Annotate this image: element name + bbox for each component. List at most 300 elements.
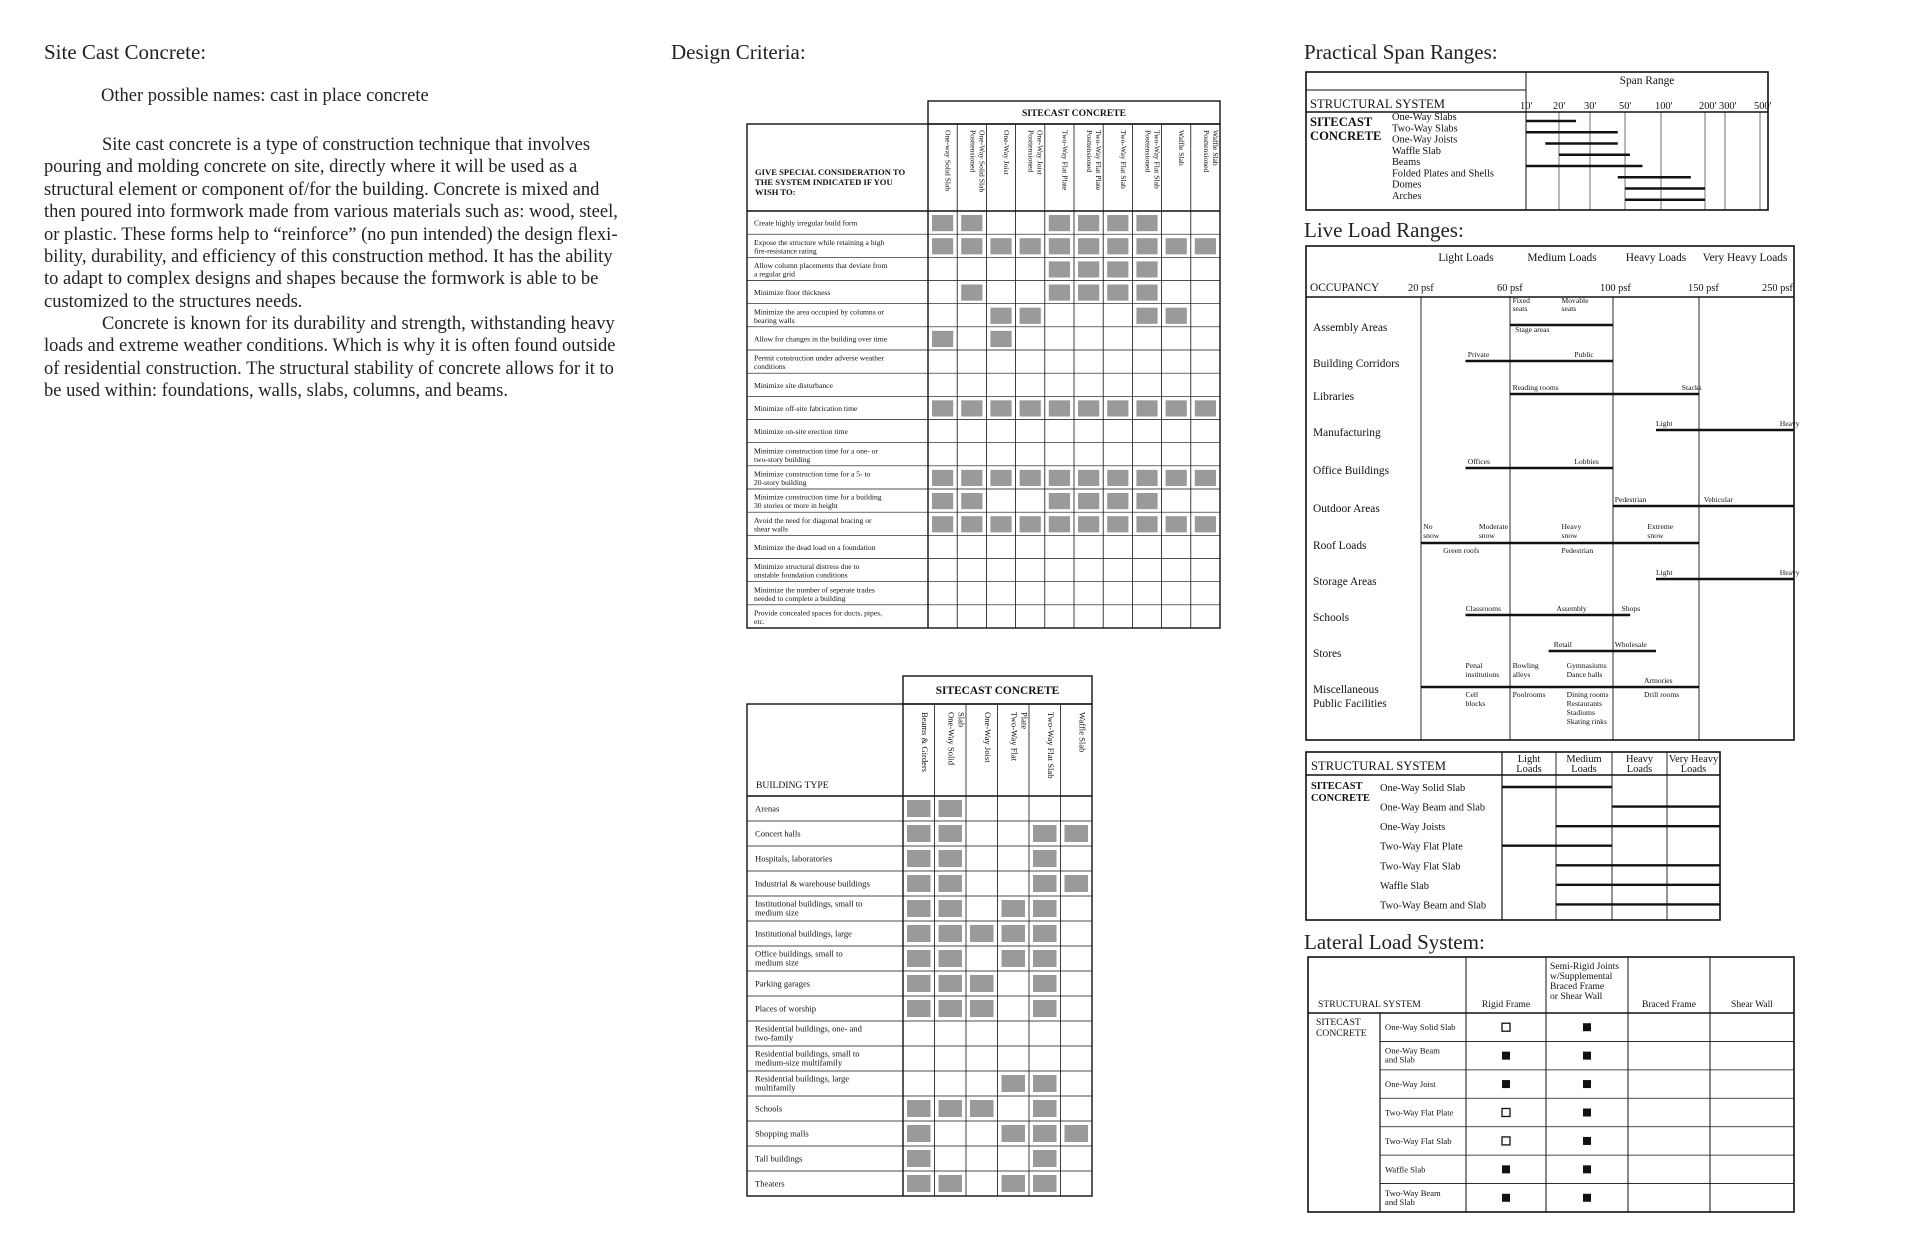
lateral-row-label: and Slab [1385, 1054, 1415, 1065]
building-row-label: Residential buildings, one- and [755, 1023, 862, 1034]
lateral-row-label: Two-Way Flat Slab [1385, 1135, 1452, 1146]
filled-cell [1033, 1175, 1057, 1192]
criteria-row-label: unstable foundation conditions [754, 570, 848, 580]
open-mark [1502, 1137, 1510, 1145]
filled-cell [939, 900, 963, 917]
column-label: Waffle Slab [1077, 712, 1088, 753]
occupancy-row-label: Building Corridors [1313, 358, 1400, 370]
column-label: Posttensioned [1026, 130, 1036, 173]
column-label: Two-Way Flat [1009, 712, 1020, 762]
lateral-col-label: Semi-Rigid Joints [1550, 961, 1620, 972]
criteria-row-label: Expose the structure while retaining a high [754, 237, 885, 247]
open-mark [1502, 1023, 1510, 1031]
filled-cell [1002, 1175, 1026, 1192]
load-category: Light Loads [1438, 252, 1494, 264]
filled-cell [1136, 215, 1157, 231]
filled-cell [1020, 238, 1041, 254]
capacity-frame [1306, 752, 1720, 920]
lateral-row-label: and Slab [1385, 1196, 1415, 1207]
load-annotation: Heavy [1561, 522, 1582, 531]
column-label: Two-Way Flat Slab [1152, 130, 1162, 189]
span-item-label: Folded Plates and Shells [1392, 168, 1494, 180]
criteria-row-label: Permit construction under adverse weather [754, 353, 884, 363]
filled-cell [1033, 1100, 1057, 1117]
filled-cell [1049, 215, 1070, 231]
criteria-row-label: etc. [754, 616, 765, 626]
filled-cell [1033, 975, 1057, 992]
system-group-label: SITECAST [1316, 1017, 1361, 1028]
filled-cell [970, 975, 994, 992]
filled-cell [990, 400, 1011, 416]
occupancy-row-label: Office Buildings [1313, 465, 1390, 477]
load-annotation: Offices [1467, 457, 1490, 466]
building-row-label: Shopping malls [755, 1128, 809, 1139]
filled-cell [1033, 825, 1057, 842]
building-row-label: Parking garages [755, 978, 811, 989]
page-title: Site Cast Concrete: [44, 40, 207, 64]
occupancy-row-label: Storage Areas [1313, 576, 1377, 588]
building-row-label: Institutional buildings, large [755, 928, 852, 939]
lateral-row-label: One-Way Joist [1385, 1079, 1436, 1090]
filled-cell [1078, 493, 1099, 509]
filled-cell [1107, 238, 1128, 254]
load-annotation: institutions [1465, 670, 1500, 679]
filled-cell [1195, 470, 1216, 486]
load-annotation: Retail [1553, 640, 1572, 649]
load-category: Medium Loads [1527, 252, 1597, 264]
filled-mark [1502, 1165, 1510, 1173]
load-annotation: Stadiums [1566, 708, 1595, 717]
criteria-row-label: Minimize the number of seperate trades [754, 585, 875, 595]
load-annotation: Stage areas [1515, 325, 1550, 334]
live-frame [1306, 246, 1794, 740]
column-label: Plate [1019, 712, 1030, 730]
psf-label: 150 psf [1688, 283, 1719, 294]
occupancy-row-label: Libraries [1313, 391, 1355, 403]
load-annotation: Shops [1621, 604, 1641, 613]
filled-cell [990, 516, 1011, 532]
load-annotation: Heavy [1779, 568, 1800, 577]
criteria-row-label: Minimize construction time for a 5- to [754, 469, 871, 479]
structural-system-label: STRUCTURAL SYSTEM [1311, 759, 1446, 773]
building-row-label: Tall buildings [755, 1153, 803, 1164]
criteria-row-label: Minimize construction time for a one- or [754, 446, 878, 456]
criteria-row-label: two-story building [754, 454, 811, 464]
system-group-label: CONCRETE [1310, 129, 1382, 143]
span-item-label: Waffle Slab [1392, 145, 1441, 157]
criteria-row-label: Provide concealed spaces for ducts, pipes, [754, 608, 882, 618]
building-row-label: multifamily [755, 1082, 796, 1093]
criteria-row-label: Minimize the area occupied by columns or [754, 307, 884, 317]
criteria-row-label: shear walls [754, 524, 788, 534]
paragraph-line: of residential construction. The structural stability of concrete allows for it to [44, 358, 614, 379]
filled-cell [907, 975, 931, 992]
column-label: Two-Way Flat Plate [1060, 130, 1070, 191]
column-label: Posttensioned [968, 130, 978, 173]
filled-cell [970, 1000, 994, 1017]
column-label: Two-Way Flat Plate [1094, 130, 1104, 191]
filled-cell [932, 331, 953, 347]
load-annotation: blocks [1465, 699, 1486, 708]
filled-cell [961, 215, 982, 231]
filled-cell [1065, 875, 1089, 892]
system-group-label: SITECAST [1310, 115, 1373, 129]
filled-mark [1502, 1080, 1510, 1088]
filled-cell [1049, 238, 1070, 254]
load-annotation: alleys [1512, 670, 1531, 679]
paragraph-line: structural element or component of/for the building. Concrete is mixed and [44, 179, 600, 200]
structural-system-label: STRUCTURAL SYSTEM [1318, 999, 1421, 1010]
load-annotation: Light [1656, 419, 1673, 428]
filled-cell [1166, 516, 1187, 532]
load-annotation: snow [1423, 531, 1440, 540]
filled-cell [961, 493, 982, 509]
filled-cell [932, 493, 953, 509]
occupancy-row-label: Outdoor Areas [1313, 503, 1380, 515]
paragraph-line: to adapt to complex designs and shapes because the formwork is able to be [44, 269, 599, 290]
filled-cell [1136, 470, 1157, 486]
paragraph-line: be used within: foundations, walls, slabs, columns, and beams. [44, 381, 508, 402]
load-annotation: Skating rinks [1566, 717, 1607, 726]
lateral-row-label: Waffle Slab [1385, 1164, 1426, 1175]
paragraph-line: pouring and molding concrete on site, directly where it will be used as a [44, 157, 578, 178]
filled-cell [961, 516, 982, 532]
filled-cell [1136, 493, 1157, 509]
filled-cell [907, 800, 931, 817]
filled-cell [970, 1100, 994, 1117]
load-annotation: Assembly [1556, 604, 1587, 613]
filled-cell [1195, 238, 1216, 254]
capacity-item-label: One-Way Joists [1380, 822, 1446, 834]
filled-cell [1020, 516, 1041, 532]
load-annotation: Dining rooms [1566, 690, 1609, 699]
filled-mark [1583, 1137, 1591, 1145]
span-item-label: Two-Way Slabs [1392, 123, 1458, 135]
filled-cell [1033, 1125, 1057, 1142]
span-tick-label: 20' [1553, 101, 1566, 112]
column-label: One-Way Joist [982, 712, 993, 763]
filled-cell [1107, 261, 1128, 277]
building-row-label: Residential buildings, large [755, 1073, 850, 1084]
load-annotation: seats [1512, 304, 1528, 313]
occupancy-row-label: Public Facilities [1313, 698, 1387, 710]
column-label: Posttensioned [1143, 130, 1153, 173]
filled-cell [907, 1175, 931, 1192]
filled-cell [1166, 238, 1187, 254]
filled-cell [1136, 516, 1157, 532]
building-row-label: two-family [755, 1032, 794, 1043]
load-annotation: Bowling [1512, 661, 1539, 670]
capacity-category: Heavy [1625, 754, 1654, 765]
criteria-row-label: Minimize site disturbance [754, 380, 833, 390]
filled-cell [990, 470, 1011, 486]
lateral-row-label: Two-Way Flat Plate [1385, 1107, 1454, 1118]
filled-cell [1049, 285, 1070, 301]
load-annotation: Penal [1465, 661, 1483, 670]
load-annotation: Armories [1643, 676, 1673, 685]
filled-cell [932, 215, 953, 231]
column-label: Waffle Slab [1177, 130, 1187, 166]
filled-cell [907, 1150, 931, 1167]
filled-cell [1065, 1125, 1089, 1142]
filled-cell [939, 1100, 963, 1117]
paragraph-line: customized to the structures needs. [44, 291, 303, 312]
criteria-row-label: Minimize the dead load on a foundation [754, 542, 876, 552]
load-annotation: Vehicular [1703, 495, 1733, 504]
lateral-col-label: Braced Frame [1641, 999, 1697, 1010]
design-criteria-title: Design Criteria: [671, 40, 806, 64]
filled-mark [1583, 1023, 1591, 1031]
load-annotation: Movable [1561, 296, 1589, 305]
column-label: Posttensioned [1201, 130, 1211, 173]
filled-cell [961, 285, 982, 301]
alt-names: Other possible names: cast in place concrete [101, 86, 429, 106]
row-header-label: BUILDING TYPE [756, 780, 829, 791]
load-annotation: Poolrooms [1512, 690, 1546, 699]
load-annotation: Green roofs [1443, 546, 1480, 555]
psf-label: 100 psf [1600, 283, 1631, 294]
building-row-label: Institutional buildings, small to [755, 898, 863, 909]
capacity-item-label: Waffle Slab [1380, 880, 1429, 892]
filled-cell [939, 825, 963, 842]
filled-cell [939, 850, 963, 867]
building-row-label: Theaters [755, 1178, 785, 1189]
criteria-row-label: Create highly irregular build form [754, 218, 858, 228]
column-label: One-way Solid Slab [943, 130, 953, 192]
filled-cell [932, 400, 953, 416]
span-range-label: Span Range [1619, 75, 1675, 87]
occupancy-row-label: Miscellaneous [1313, 684, 1379, 696]
load-annotation: Extreme [1647, 522, 1674, 531]
filled-cell [1078, 516, 1099, 532]
table-frame [747, 124, 1220, 628]
filled-cell [1107, 400, 1128, 416]
filled-cell [1033, 950, 1057, 967]
building-row-label: Concert halls [755, 828, 801, 839]
span-tick-label: 200' [1699, 101, 1717, 112]
load-annotation: Reading rooms [1512, 383, 1559, 392]
column-label: One-Way Solid [946, 712, 957, 766]
column-label: Beams & Girders [919, 712, 930, 773]
criteria-row-label: Minimize construction time for a building [754, 492, 882, 502]
load-annotation: Wholesale [1614, 640, 1647, 649]
lateral-col-label: or Shear Wall [1550, 991, 1603, 1002]
building-row-label: medium size [755, 957, 799, 968]
filled-cell [1065, 825, 1089, 842]
filled-cell [907, 925, 931, 942]
load-category: Very Heavy Loads [1702, 252, 1788, 264]
filled-cell [1033, 925, 1057, 942]
building-row-label: Residential buildings, small to [755, 1048, 860, 1059]
lateral-col-label: Rigid Frame [1481, 999, 1531, 1010]
capacity-category: Loads [1571, 764, 1597, 775]
building-row-label: medium size [755, 907, 799, 918]
filled-cell [907, 850, 931, 867]
filled-cell [990, 308, 1011, 324]
filled-cell [961, 400, 982, 416]
paragraph-line: bility, durability, and efficiency of this construction method. It has the ability [44, 247, 613, 268]
span-item-label: Arches [1392, 190, 1422, 202]
criteria-row-label: needed to complete a building [754, 593, 846, 603]
paragraph-line: loads and extreme weather conditions. Which is why it is often found outside [44, 336, 616, 357]
filled-cell [1136, 308, 1157, 324]
psf-label: 250 psf [1762, 283, 1793, 294]
load-annotation: Public [1574, 350, 1594, 359]
load-annotation: seats [1561, 304, 1577, 313]
table-header-title: SITECAST CONCRETE [935, 685, 1060, 697]
capacity-category: Light [1517, 754, 1541, 765]
filled-mark [1583, 1194, 1591, 1202]
criteria-row-label: Minimize off-site fabrication time [754, 403, 858, 413]
filled-cell [990, 331, 1011, 347]
span-tick-label: 100' [1655, 101, 1673, 112]
capacity-item-label: Two-Way Flat Plate [1380, 841, 1463, 853]
column-label: Two-Way Flat Slab [1118, 130, 1128, 189]
load-annotation: Fixed [1512, 296, 1530, 305]
load-annotation: Dance halls [1566, 670, 1603, 679]
filled-cell [1166, 470, 1187, 486]
filled-cell [990, 238, 1011, 254]
filled-mark [1502, 1052, 1510, 1060]
criteria-row-label: Minimize on-site erection time [754, 427, 848, 437]
filled-mark [1583, 1080, 1591, 1088]
building-row-label: medium-size multifamily [755, 1057, 843, 1068]
filled-cell [1049, 261, 1070, 277]
occupancy-row-label: Assembly Areas [1313, 322, 1388, 334]
load-annotation: snow [1478, 531, 1495, 540]
span-item-label: One-Way Slabs [1392, 112, 1457, 123]
filled-cell [1107, 516, 1128, 532]
filled-cell [939, 950, 963, 967]
span-ranges-title: Practical Span Ranges: [1304, 40, 1498, 64]
filled-cell [961, 470, 982, 486]
criteria-row-label: Allow column placements that deviate from [754, 260, 888, 270]
system-group-label: CONCRETE [1316, 1028, 1367, 1039]
filled-cell [932, 238, 953, 254]
filled-cell [907, 900, 931, 917]
filled-cell [1078, 261, 1099, 277]
filled-cell [1136, 400, 1157, 416]
capacity-category: Medium [1566, 754, 1602, 765]
occupancy-row-label: Roof Loads [1313, 540, 1367, 552]
filled-cell [939, 925, 963, 942]
filled-cell [907, 1125, 931, 1142]
span-tick-label: 30' [1584, 101, 1597, 112]
building-row-label: Office buildings, small to [755, 948, 843, 959]
span-item-label: Beams [1392, 157, 1421, 168]
filled-cell [939, 975, 963, 992]
filled-cell [907, 875, 931, 892]
load-annotation: Drill rooms [1643, 690, 1680, 699]
capacity-category: Very Heavy [1668, 754, 1719, 765]
filled-cell [1078, 470, 1099, 486]
lateral-row-label: Two-Way Beam [1385, 1187, 1441, 1198]
criteria-row-label: conditions [754, 362, 786, 372]
row-header-label: WISH TO: [755, 187, 796, 197]
filled-cell [1078, 400, 1099, 416]
criteria-row-label: fire-resistance rating [754, 246, 817, 256]
filled-cell [1107, 285, 1128, 301]
filled-cell [1002, 925, 1026, 942]
filled-cell [1002, 1125, 1026, 1142]
filled-cell [907, 1100, 931, 1117]
psf-label: 60 psf [1497, 283, 1523, 294]
filled-cell [1136, 285, 1157, 301]
lateral-col-label: Braced Frame [1550, 981, 1605, 992]
column-label: One-Way Joist [1035, 130, 1045, 175]
lateral-row-label: One-Way Solid Slab [1385, 1022, 1456, 1033]
open-mark [1502, 1109, 1510, 1117]
load-annotation: Light [1656, 568, 1673, 577]
load-annotation: Gymnasiums [1566, 661, 1607, 670]
filled-cell [961, 238, 982, 254]
paragraph-line: or plastic. These forms help to “reinforce” (no pun intended) the design flexi- [44, 224, 618, 245]
filled-cell [1195, 400, 1216, 416]
row-header-label: THE SYSTEM INDICATED IF YOU [755, 177, 893, 187]
filled-cell [1136, 261, 1157, 277]
filled-cell [1033, 875, 1057, 892]
capacity-item-label: Two-Way Beam and Slab [1380, 900, 1487, 912]
structural-system-label: STRUCTURAL SYSTEM [1310, 97, 1445, 111]
filled-mark [1583, 1165, 1591, 1173]
filled-cell [1078, 238, 1099, 254]
filled-cell [1049, 493, 1070, 509]
table-header-title: SITECAST CONCRETE [1021, 108, 1127, 119]
filled-cell [1078, 215, 1099, 231]
filled-cell [907, 1000, 931, 1017]
capacity-category: Loads [1626, 764, 1653, 775]
filled-cell [907, 825, 931, 842]
load-annotation: Pedestrian [1614, 495, 1647, 504]
column-label: Slab [956, 712, 967, 728]
psf-label: 20 psf [1408, 283, 1434, 294]
occupancy-row-label: Manufacturing [1313, 427, 1381, 439]
filled-cell [1002, 1075, 1026, 1092]
building-row-label: Schools [755, 1103, 783, 1114]
paragraph-line: Concrete is known for its durability and strength, withstanding heavy [102, 314, 615, 334]
occupancy-label: OCCUPANCY [1310, 282, 1380, 294]
load-annotation: Stacks [1681, 383, 1702, 392]
load-annotation: Classrooms [1465, 604, 1501, 613]
filled-cell [1033, 850, 1057, 867]
filled-cell [939, 1175, 963, 1192]
lateral-col-label: Shear Wall [1731, 999, 1773, 1010]
span-tick-label: 500' [1754, 101, 1772, 112]
occupancy-row-label: Schools [1313, 612, 1350, 624]
filled-cell [1049, 516, 1070, 532]
load-annotation: Cell [1465, 690, 1479, 699]
filled-cell [1002, 950, 1026, 967]
load-category: Heavy Loads [1625, 252, 1687, 264]
criteria-row-label: Minimize structural distress due to [754, 562, 860, 572]
filled-cell [939, 875, 963, 892]
filled-cell [1002, 900, 1026, 917]
filled-cell [932, 516, 953, 532]
filled-cell [1107, 493, 1128, 509]
filled-cell [1166, 400, 1187, 416]
criteria-row-label: Avoid the need for diagonal bracing or [754, 515, 872, 525]
criteria-row-label: bearing walls [754, 315, 795, 325]
capacity-item-label: One-Way Solid Slab [1380, 783, 1466, 794]
span-tick-label: 300' [1719, 101, 1737, 112]
load-annotation: Moderate [1478, 522, 1508, 531]
span-item-label: One-Way Joists [1392, 134, 1458, 146]
column-label: One-Way Solid Slab [977, 130, 987, 193]
load-annotation: Restaurants [1566, 699, 1603, 708]
paragraph-line: then poured into formwork made from various materials such as: wood, steel, [44, 202, 618, 223]
capacity-category: Loads [1680, 764, 1707, 775]
filled-cell [1033, 900, 1057, 917]
